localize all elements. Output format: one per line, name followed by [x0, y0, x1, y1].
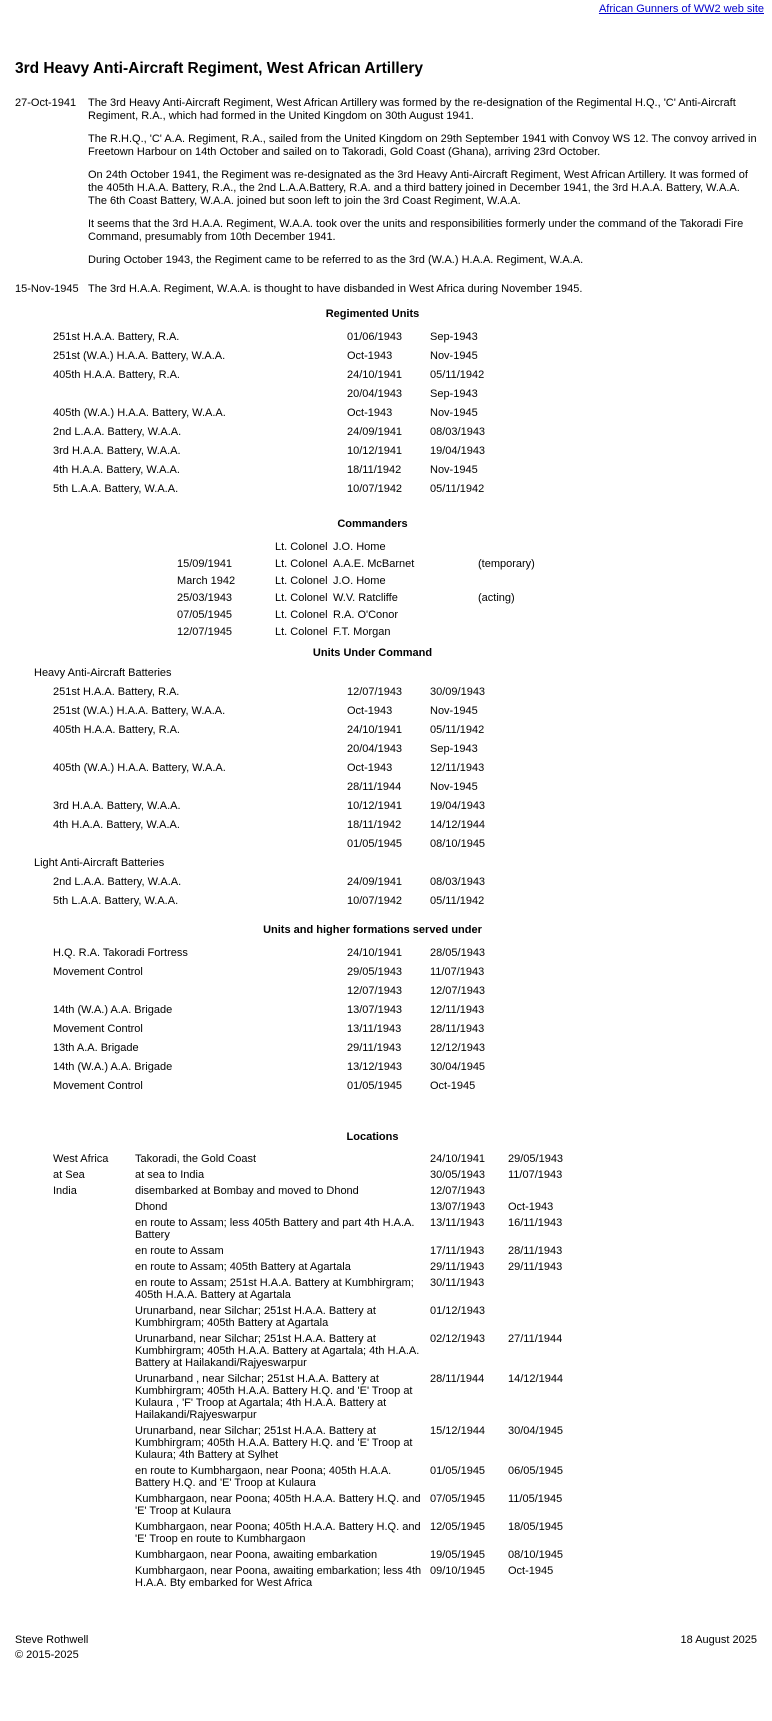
- table-row: [53, 966, 772, 979]
- table-row: [177, 541, 772, 554]
- units-under-command-table: [0, 667, 772, 908]
- units-subheading: Heavy Anti-Aircraft Batteries: [34, 667, 172, 679]
- date-from: 24/10/1941: [430, 1153, 486, 1165]
- location-region: [53, 1245, 135, 1257]
- table-row: [53, 947, 772, 960]
- date-from: 28/11/1944: [347, 781, 402, 793]
- commanders-table: [177, 541, 772, 639]
- table-row: [53, 1549, 772, 1561]
- date-to: 05/11/1942: [430, 483, 485, 495]
- table-row: [53, 838, 772, 851]
- date-to: 19/04/1943: [430, 800, 486, 812]
- date-from: 12/07/1943: [430, 1185, 486, 1197]
- date-to: 11/05/1945: [508, 1493, 563, 1505]
- commander-note: [478, 609, 772, 622]
- table-row: [53, 781, 772, 794]
- commander-rank: Lt. Colonel: [275, 592, 328, 604]
- table-row: [53, 407, 772, 420]
- table-row: [177, 609, 772, 622]
- table-row: [53, 819, 772, 832]
- location-description: Urunarband, near Silchar; 251st H.A.A. Battery at Kumbhirgram; 405th Battery at Agartala: [135, 1305, 376, 1329]
- formation-name: 13th A.A. Brigade: [53, 1042, 139, 1054]
- date-from: 30/11/1943: [430, 1277, 485, 1289]
- formation-name: H.Q. R.A. Takoradi Fortress: [53, 947, 188, 959]
- table-row: [53, 1425, 772, 1461]
- date-to: 05/11/1942: [430, 895, 485, 907]
- formation-name: Movement Control: [53, 1080, 143, 1092]
- location-region: [53, 1217, 135, 1241]
- table-row: [53, 1217, 772, 1241]
- location-description: disembarked at Bombay and moved to Dhond: [135, 1185, 359, 1197]
- section-heading-units-under-command: Units Under Command: [312, 647, 433, 659]
- table-row: [53, 1004, 772, 1017]
- date-to: 12/12/1943: [430, 1042, 486, 1054]
- date-from: Oct-1943: [347, 705, 393, 717]
- date-to: Nov-1945: [430, 407, 478, 419]
- table-row: [53, 724, 772, 737]
- commander-date: March 1942: [177, 575, 236, 587]
- location-region: [53, 1261, 135, 1273]
- date-to: Nov-1945: [430, 781, 478, 793]
- date-to: 30/09/1943: [430, 686, 486, 698]
- date-from: 01/05/1945: [347, 838, 403, 850]
- table-row: [53, 1169, 772, 1181]
- commander-name: W.V. Ratcliffe: [333, 592, 398, 604]
- location-description: Kumbhargaon, near Poona; 405th H.A.A. Battery H.Q. and 'E' Troop en route to Kumbhargaon: [135, 1521, 421, 1545]
- date-to: 12/11/1943: [430, 1004, 485, 1016]
- location-region: [53, 1521, 135, 1545]
- date-from: Oct-1943: [347, 407, 393, 419]
- date-from: 01/12/1943: [430, 1305, 486, 1317]
- table-row: [53, 1305, 772, 1329]
- commander-date: 15/09/1941: [177, 558, 233, 570]
- date-to: [508, 1305, 772, 1329]
- date-from: 07/05/1945: [430, 1493, 486, 1505]
- commander-date: [177, 541, 275, 554]
- commander-name: F.T. Morgan: [333, 626, 391, 638]
- table-row: [53, 1261, 772, 1273]
- formation-name: Movement Control: [53, 966, 143, 978]
- date-to: 19/04/1943: [430, 445, 486, 457]
- table-row: [53, 1245, 772, 1257]
- date-to: 28/11/1943: [508, 1245, 563, 1257]
- units-group-table: [53, 686, 772, 851]
- unit-name: 4th H.A.A. Battery, W.A.A.: [53, 819, 180, 831]
- history-paragraph: The R.H.Q., 'C' A.A. Regiment, R.A., sailed from the United Kingdom on 29th September 1941 with Convoy WS 12. The convoy arrived in Freetown Harbour on 14th October and sailed on to Takoradi, Gold Coast (Ghana), arriving 23rd October.: [88, 133, 757, 158]
- location-region: West Africa: [53, 1153, 109, 1165]
- footer-date: 18 August 2025: [680, 1634, 757, 1646]
- unit-name: 2nd L.A.A. Battery, W.A.A.: [53, 426, 182, 438]
- unit-name: 4th H.A.A. Battery, W.A.A.: [53, 464, 180, 476]
- date-to: Oct-1945: [430, 1080, 476, 1092]
- date-to: 05/11/1942: [430, 724, 485, 736]
- location-region: [53, 1373, 135, 1421]
- commander-date: 12/07/1945: [177, 626, 233, 638]
- table-row: [53, 1277, 772, 1301]
- date-to: 27/11/1944: [508, 1333, 563, 1345]
- date-to: [508, 1185, 772, 1197]
- history-paragraph: The 3rd H.A.A. Regiment, W.A.A. is thought to have disbanded in West Africa during November 1945.: [88, 283, 583, 295]
- date-to: 18/05/1945: [508, 1521, 564, 1533]
- history-entry: [0, 283, 772, 306]
- unit-name: [53, 743, 347, 756]
- date-from: 01/05/1945: [430, 1465, 486, 1477]
- date-from: 24/10/1941: [347, 369, 403, 381]
- table-row: [53, 369, 772, 382]
- table-row: [53, 1373, 772, 1421]
- table-row: [53, 1521, 772, 1545]
- location-description: Urunarband, near Silchar; 251st H.A.A. Battery at Kumbhirgram; 405th H.A.A. Battery H.Q. and 'E' Troop at Kulaura; 4th Battery at Sylhet: [135, 1425, 413, 1461]
- location-description: Kumbhargaon, near Poona, awaiting embarkation; less 4th H.A.A. Bty embarked for West Africa: [135, 1565, 422, 1589]
- location-description: Urunarband, near Silchar; 251st H.A.A. Battery at Kumbhirgram; 405th H.A.A. Battery at Agartala; 4th H.A.A. Battery at Hailakandi/Rajyeswarpur: [135, 1333, 420, 1369]
- table-row: [177, 626, 772, 639]
- commander-note: (acting): [478, 592, 515, 604]
- table-row: [177, 575, 772, 588]
- unit-name: 5th L.A.A. Battery, W.A.A.: [53, 895, 179, 907]
- commander-date: 07/05/1945: [177, 609, 233, 621]
- table-row: [177, 592, 772, 605]
- commander-rank: Lt. Colonel: [275, 626, 328, 638]
- table-row: [53, 350, 772, 363]
- location-region: [53, 1277, 135, 1301]
- units-subheading: Light Anti-Aircraft Batteries: [34, 857, 165, 869]
- date-from: Oct-1943: [347, 350, 393, 362]
- location-region: [53, 1549, 135, 1561]
- date-to: 28/11/1943: [430, 1023, 485, 1035]
- commander-rank: Lt. Colonel: [275, 575, 328, 587]
- table-row: [53, 1493, 772, 1517]
- date-to: [508, 1277, 772, 1301]
- locations-table: [53, 1153, 772, 1589]
- commander-rank: Lt. Colonel: [275, 609, 328, 621]
- history-date: 15-Nov-1945: [15, 283, 79, 295]
- unit-name: [53, 388, 347, 401]
- table-row: [53, 445, 772, 458]
- date-from: 10/07/1942: [347, 895, 403, 907]
- date-to: 14/12/1944: [430, 819, 486, 831]
- table-row: [177, 558, 772, 571]
- date-from: 18/11/1942: [347, 464, 402, 476]
- date-from: 12/07/1943: [347, 686, 403, 698]
- date-to: Nov-1945: [430, 350, 478, 362]
- date-from: 13/12/1943: [347, 1061, 403, 1073]
- commander-date: 25/03/1943: [177, 592, 233, 604]
- history-date: 27-Oct-1941: [15, 97, 77, 109]
- commander-name: R.A. O'Conor: [333, 609, 399, 621]
- unit-name: [53, 781, 347, 794]
- table-row: [53, 1185, 772, 1197]
- history-paragraph: It seems that the 3rd H.A.A. Regiment, W.A.A. took over the units and responsibilities formerly under the command of the Takoradi Fire Command, presumably from 10th December 1941.: [88, 218, 744, 243]
- unit-name: 251st H.A.A. Battery, R.A.: [53, 686, 180, 698]
- table-row: [53, 1465, 772, 1489]
- date-from: 15/12/1944: [430, 1425, 486, 1437]
- date-to: 29/11/1943: [508, 1261, 563, 1273]
- table-row: [53, 1153, 772, 1165]
- location-description: Takoradi, the Gold Coast: [135, 1153, 257, 1165]
- unit-name: 251st (W.A.) H.A.A. Battery, W.A.A.: [53, 350, 226, 362]
- history-section: [0, 97, 772, 306]
- date-from: 24/10/1941: [347, 947, 403, 959]
- date-from: 10/07/1942: [347, 483, 403, 495]
- date-from: 28/11/1944: [430, 1373, 485, 1385]
- commander-note: [478, 541, 772, 554]
- commander-name: J.O. Home: [333, 541, 386, 553]
- commander-name: J.O. Home: [333, 575, 386, 587]
- commander-rank: Lt. Colonel: [275, 558, 328, 570]
- date-to: 08/10/1945: [508, 1549, 564, 1561]
- unit-name: [53, 838, 347, 851]
- location-description: Kumbhargaon, near Poona, awaiting embarkation: [135, 1549, 378, 1561]
- table-row: [53, 743, 772, 756]
- commander-note: (temporary): [478, 558, 535, 570]
- date-to: Oct-1945: [508, 1565, 554, 1577]
- history-paragraph: During October 1943, the Regiment came to be referred to as the 3rd (W.A.) H.A.A. Regiment, W.A.A.: [88, 254, 584, 266]
- date-to: 14/12/1944: [508, 1373, 564, 1385]
- location-description: Urunarband , near Silchar; 251st H.A.A. Battery at Kumbhirgram; 405th H.A.A. Battery H.Q. and 'E' Troop at Kulaura , 'F' Troop at Agartala; 4th H.A.A. Battery at Hailakandi/Rajyeswarpur: [135, 1373, 413, 1421]
- history-paragraphs: [88, 283, 758, 306]
- history-paragraphs: [88, 97, 758, 277]
- unit-name: 405th H.A.A. Battery, R.A.: [53, 369, 180, 381]
- date-to: 08/03/1943: [430, 426, 486, 438]
- footer-copyright: © 2015-2025: [15, 1649, 79, 1661]
- higher-formations-table: [53, 947, 772, 1093]
- formation-name: 14th (W.A.) A.A. Brigade: [53, 1061, 173, 1073]
- commander-name: A.A.E. McBarnet: [333, 558, 415, 570]
- table-row: [53, 686, 772, 699]
- date-from: 13/11/1943: [347, 1023, 402, 1035]
- table-row: [53, 1080, 772, 1093]
- unit-name: 251st (W.A.) H.A.A. Battery, W.A.A.: [53, 705, 226, 717]
- date-to: 30/04/1945: [430, 1061, 486, 1073]
- page-footer: [15, 1633, 757, 1663]
- date-to: Sep-1943: [430, 388, 478, 400]
- date-to: 11/07/1943: [508, 1169, 563, 1181]
- commander-note: [478, 575, 772, 588]
- location-description: en route to Assam; 251st H.A.A. Battery at Kumbhirgram; 405th H.A.A. Battery at Agartala: [135, 1277, 414, 1301]
- table-row: [53, 705, 772, 718]
- history-entry: [0, 97, 772, 277]
- date-to: 05/11/1942: [430, 369, 485, 381]
- table-row: [53, 483, 772, 496]
- location-description: Kumbhargaon, near Poona; 405th H.A.A. Battery H.Q. and 'E' Troop at Kulaura: [135, 1493, 421, 1517]
- date-from: 01/06/1943: [347, 331, 403, 343]
- formation-name: Movement Control: [53, 1023, 143, 1035]
- date-to: 12/11/1943: [430, 762, 485, 774]
- date-from: 13/07/1943: [430, 1201, 486, 1213]
- date-to: Sep-1943: [430, 743, 478, 755]
- location-region: at Sea: [53, 1169, 85, 1181]
- date-from: 10/12/1941: [347, 445, 403, 457]
- date-from: 19/05/1945: [430, 1549, 486, 1561]
- date-from: 09/10/1945: [430, 1565, 486, 1577]
- date-to: 08/10/1945: [430, 838, 486, 850]
- date-from: 10/12/1941: [347, 800, 403, 812]
- footer-author-block: [15, 1633, 88, 1663]
- date-from: 01/05/1945: [347, 1080, 403, 1092]
- date-from: 29/05/1943: [347, 966, 403, 978]
- date-from: 02/12/1943: [430, 1333, 486, 1345]
- date-from: 20/04/1943: [347, 743, 403, 755]
- units-group-table: [53, 876, 772, 908]
- location-region: [53, 1465, 135, 1489]
- date-from: 29/11/1943: [347, 1042, 402, 1054]
- date-to: 28/05/1943: [430, 947, 486, 959]
- unit-name: 405th (W.A.) H.A.A. Battery, W.A.A.: [53, 762, 226, 774]
- table-row: [53, 762, 772, 775]
- date-from: 12/05/1945: [430, 1521, 486, 1533]
- table-row: [53, 388, 772, 401]
- location-description: en route to Kumbhargaon, near Poona; 405th H.A.A. Battery H.Q. and 'E' Troop at Kulaura: [135, 1465, 392, 1489]
- unit-name: 3rd H.A.A. Battery, W.A.A.: [53, 800, 181, 812]
- date-from: Oct-1943: [347, 762, 393, 774]
- table-row: [53, 464, 772, 477]
- date-from: 24/09/1941: [347, 876, 403, 888]
- date-to: 12/07/1943: [430, 985, 486, 997]
- top-link-bar: [0, 0, 772, 16]
- unit-name: 3rd H.A.A. Battery, W.A.A.: [53, 445, 181, 457]
- history-paragraph: On 24th October 1941, the Regiment was re-designated as the 3rd Heavy Anti-Aircraft Regiment, West African Artillery. It was formed of the 405th H.A.A. Battery, R.A., the 2nd L.A.A.Battery, R.A. and a third battery joined in December 1941, the 3rd H.A.A. Battery, W.A.A. The 6th Coast Battery, W.A.A. joined but soon left to join the 3rd Coast Regiment, W.A.A.: [88, 169, 748, 207]
- history-paragraph: The 3rd Heavy Anti-Aircraft Regiment, West African Artillery was formed by the re-designation of the Regimental H.Q., 'C' Anti-Aircraft Regiment, R.A., which had formed in the United Kingdom on 30th August 1941.: [88, 97, 736, 122]
- unit-name: 405th H.A.A. Battery, R.A.: [53, 724, 180, 736]
- date-to: Nov-1945: [430, 464, 478, 476]
- date-to: 08/03/1943: [430, 876, 486, 888]
- date-to: Nov-1945: [430, 705, 478, 717]
- unit-name: 251st H.A.A. Battery, R.A.: [53, 331, 180, 343]
- date-from: 30/05/1943: [430, 1169, 486, 1181]
- table-row: [53, 1201, 772, 1213]
- location-region: [53, 1201, 135, 1213]
- section-heading-commanders: Commanders: [337, 518, 408, 530]
- location-region: [53, 1565, 135, 1589]
- section-heading-higher-formations: Units and higher formations served under: [263, 924, 482, 936]
- table-row: [53, 426, 772, 439]
- date-to: 06/05/1945: [508, 1465, 564, 1477]
- location-region: [53, 1333, 135, 1369]
- location-description: en route to Assam: [135, 1245, 224, 1257]
- unit-name: 2nd L.A.A. Battery, W.A.A.: [53, 876, 182, 888]
- section-heading-locations: Locations: [346, 1131, 399, 1143]
- table-row: [53, 1023, 772, 1036]
- location-region: [53, 1305, 135, 1329]
- table-row: [53, 1042, 772, 1055]
- date-from: 29/11/1943: [430, 1261, 485, 1273]
- table-row: [53, 985, 772, 998]
- table-row: [53, 800, 772, 813]
- location-region: India: [53, 1185, 77, 1197]
- unit-name: 5th L.A.A. Battery, W.A.A.: [53, 483, 179, 495]
- date-to: 16/11/1943: [508, 1217, 563, 1229]
- location-description: Dhond: [135, 1201, 168, 1213]
- location-region: [53, 1425, 135, 1461]
- table-row: [53, 331, 772, 344]
- formation-name: [53, 985, 347, 998]
- location-region: [53, 1493, 135, 1517]
- table-row: [53, 876, 772, 889]
- date-from: 24/10/1941: [347, 724, 403, 736]
- page-title: 3rd Heavy Anti-Aircraft Regiment, West African Artillery: [15, 60, 423, 77]
- date-to: 29/05/1943: [508, 1153, 564, 1165]
- website-link[interactable]: African Gunners of WW2 web site: [598, 3, 764, 15]
- date-from: 12/07/1943: [347, 985, 403, 997]
- date-from: 17/11/1943: [430, 1245, 485, 1257]
- date-to: Oct-1943: [508, 1201, 554, 1213]
- location-description: at sea to India: [135, 1169, 205, 1181]
- regimented-units-table: [53, 331, 772, 496]
- date-to: 30/04/1945: [508, 1425, 564, 1437]
- table-row: [53, 1061, 772, 1074]
- date-from: 18/11/1942: [347, 819, 402, 831]
- commander-note: [478, 626, 772, 639]
- date-to: Sep-1943: [430, 331, 478, 343]
- date-from: 13/11/1943: [430, 1217, 485, 1229]
- commander-rank: Lt. Colonel: [275, 541, 328, 553]
- date-from: 20/04/1943: [347, 388, 403, 400]
- footer-author: Steve Rothwell: [15, 1634, 89, 1646]
- table-row: [53, 1565, 772, 1589]
- date-from: 24/09/1941: [347, 426, 403, 438]
- formation-name: 14th (W.A.) A.A. Brigade: [53, 1004, 173, 1016]
- table-row: [53, 895, 772, 908]
- section-heading-regimented-units: Regimented Units: [325, 308, 420, 320]
- unit-name: 405th (W.A.) H.A.A. Battery, W.A.A.: [53, 407, 226, 419]
- location-description: en route to Assam; less 405th Battery and part 4th H.A.A. Battery: [135, 1217, 415, 1241]
- date-from: 13/07/1943: [347, 1004, 403, 1016]
- table-row: [53, 1333, 772, 1369]
- location-description: en route to Assam; 405th Battery at Agartala: [135, 1261, 351, 1273]
- date-to: 11/07/1943: [430, 966, 485, 978]
